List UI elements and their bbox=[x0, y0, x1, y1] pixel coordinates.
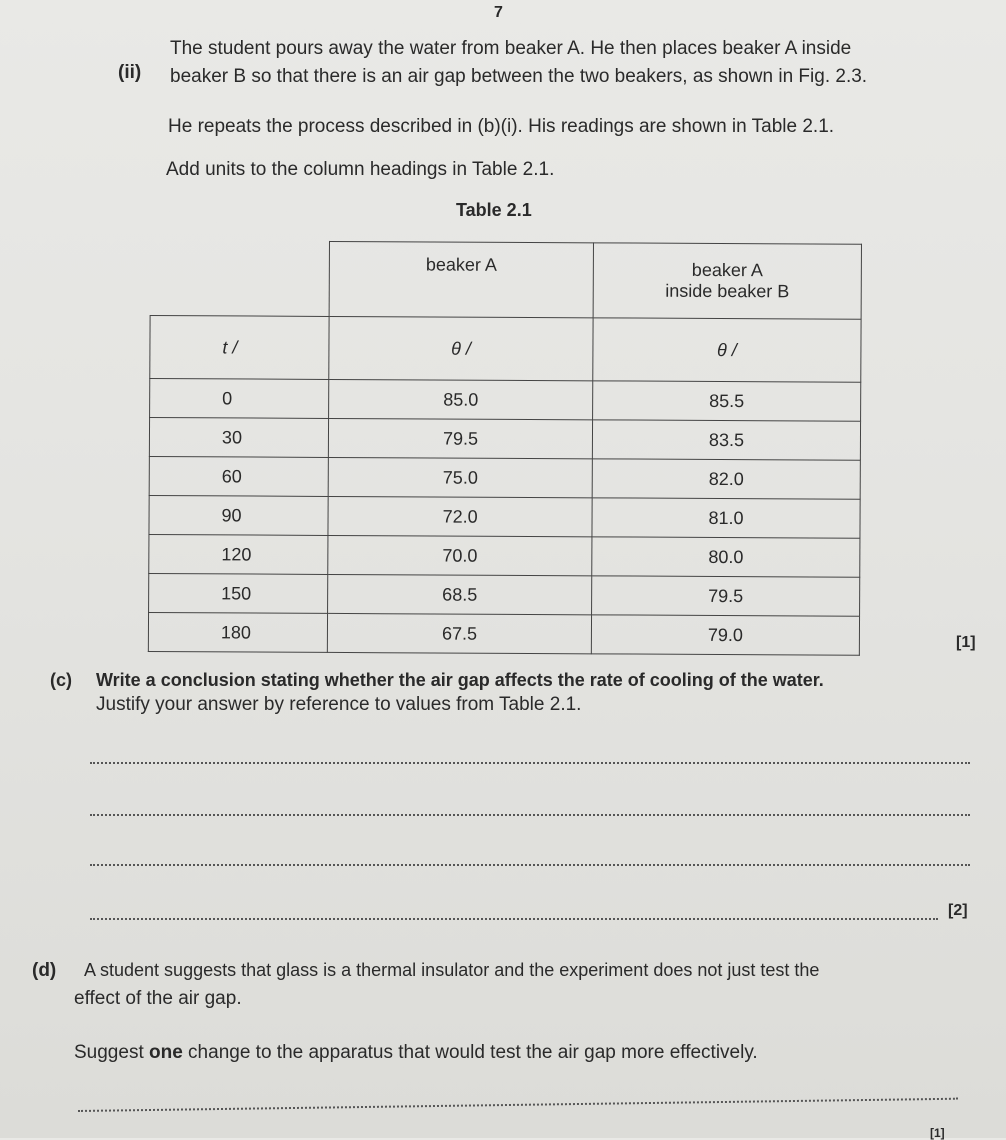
cell-time: 30 bbox=[149, 418, 328, 458]
unit-cell-theta-a[interactable]: θ / bbox=[329, 316, 593, 380]
part-d-line-3-post: change to the apparatus that would test the air gap more effectively. bbox=[182, 1042, 758, 1063]
results-table bbox=[148, 240, 862, 656]
cell-beaker-a: 72.0 bbox=[328, 496, 592, 536]
answer-line[interactable] bbox=[90, 814, 970, 816]
part-c-mark: [2] bbox=[948, 902, 968, 919]
cell-beaker-a: 75.0 bbox=[328, 457, 592, 497]
cell-beaker-a-inside-b: 79.0 bbox=[591, 615, 859, 655]
cell-beaker-a-inside-b: 80.0 bbox=[592, 537, 860, 577]
table-row bbox=[149, 418, 860, 461]
table-row bbox=[150, 379, 861, 422]
part-d-mark: [1] bbox=[930, 1126, 945, 1140]
cell-beaker-a: 67.5 bbox=[327, 613, 591, 653]
answer-line[interactable] bbox=[90, 918, 938, 920]
table-row bbox=[148, 612, 859, 655]
part-c-label: (c) bbox=[50, 670, 72, 690]
part-c-line-2: Justify your answer by reference to values from Table 2.1. bbox=[96, 694, 582, 715]
cell-beaker-a-inside-b: 82.0 bbox=[592, 459, 860, 499]
answer-line[interactable] bbox=[90, 864, 970, 866]
part-ii-line-2: beaker B so that there is an air gap between the two beakers, as shown in Fig. 2.3. bbox=[170, 66, 868, 87]
unit-cell-theta-b[interactable]: θ / bbox=[593, 318, 861, 382]
cell-beaker-a-inside-b: 81.0 bbox=[592, 498, 860, 538]
unit-cell-t[interactable]: t / bbox=[150, 316, 329, 380]
cell-time: 90 bbox=[149, 495, 328, 535]
cell-beaker-a: 68.5 bbox=[328, 574, 592, 614]
cell-time: 150 bbox=[149, 573, 328, 613]
table-row bbox=[149, 534, 860, 577]
page-number: 7 bbox=[494, 4, 503, 21]
part-ii-label: (ii) bbox=[118, 62, 142, 83]
cell-beaker-a: 79.5 bbox=[328, 418, 592, 458]
header-beaker-a: beaker A bbox=[329, 241, 593, 317]
part-d-line-3 bbox=[74, 1042, 758, 1064]
table-row bbox=[149, 573, 860, 616]
header-b-line-1: beaker A bbox=[691, 259, 763, 281]
cell-time: 120 bbox=[149, 534, 328, 574]
cell-beaker-a-inside-b: 85.5 bbox=[593, 381, 861, 421]
table-corner-cell bbox=[150, 241, 330, 317]
cell-beaker-a-inside-b: 83.5 bbox=[592, 420, 860, 460]
cell-beaker-a: 85.0 bbox=[329, 379, 593, 419]
table-row bbox=[149, 456, 860, 499]
header-beaker-a-inside-b bbox=[593, 243, 861, 319]
part-ii-instruction: Add units to the column headings in Table 2.1. bbox=[166, 159, 555, 180]
part-d-line-2: effect of the air gap. bbox=[74, 988, 242, 1009]
cell-beaker-a: 70.0 bbox=[328, 535, 592, 575]
header-b-line-2: inside beaker B bbox=[665, 280, 790, 302]
part-d-emphasis: one bbox=[149, 1042, 183, 1063]
table-unit-row bbox=[150, 316, 861, 383]
table-mark: [1] bbox=[956, 634, 976, 651]
table-row bbox=[149, 495, 860, 538]
cell-time: 0 bbox=[150, 379, 329, 419]
part-c-line-1: Write a conclusion stating whether the air gap affects the rate of cooling of the water. bbox=[96, 670, 824, 690]
cell-beaker-a-inside-b: 79.5 bbox=[592, 576, 860, 616]
part-d-label: (d) bbox=[32, 960, 57, 981]
table-caption: Table 2.1 bbox=[456, 200, 532, 220]
part-ii-line-3: He repeats the process described in (b)(i). His readings are shown in Table 2.1. bbox=[168, 116, 835, 137]
table-header-row bbox=[150, 241, 861, 320]
answer-line[interactable] bbox=[78, 1098, 958, 1112]
part-d-line-3-pre: Suggest bbox=[74, 1042, 149, 1063]
cell-time: 180 bbox=[148, 612, 327, 652]
answer-line[interactable] bbox=[90, 762, 970, 764]
cell-time: 60 bbox=[149, 456, 328, 496]
part-d-line-1: A student suggests that glass is a thermal insulator and the experiment does not just test the bbox=[84, 960, 820, 980]
part-ii-line-1: The student pours away the water from beaker A. He then places beaker A inside bbox=[170, 38, 852, 59]
